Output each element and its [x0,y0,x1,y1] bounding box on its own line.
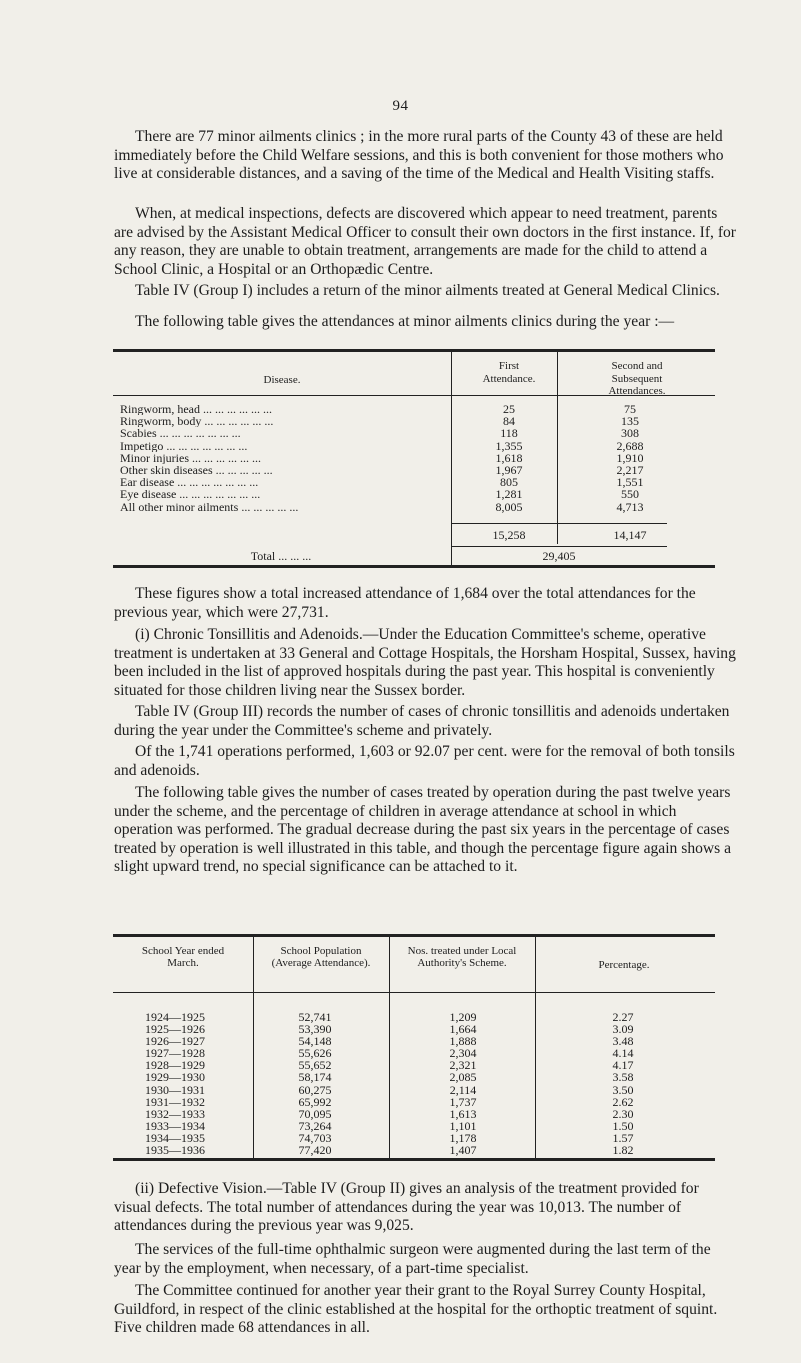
table-row [113,1144,715,1156]
school-population: 77,420 [298,1143,332,1158]
disease-name: Scabies ... ... ... ... ... ... ... [120,427,241,440]
table-header [113,352,715,396]
subtotal-row [113,524,715,546]
second-attendance: 75 [624,402,636,416]
paragraph-minor-ailments-clinics: There are 77 minor ailments clinics ; in the more rural parts of the County 43 of these are held immediately before the Child Welfare sessions, and this is both convenient for those mothers who live at considerable distances, and a saving of the time of the Medical and Health Visiting staffs. [114,128,724,183]
second-attendance: 550 [621,487,639,502]
paragraph-following-table-intro: The following table gives the attendances at minor ailments clinics during the year :— [135,313,675,330]
first-attendance: 25 [503,402,515,416]
nos-treated: 1,664 [449,1022,477,1037]
percentage: 2.62 [612,1094,634,1109]
nos-treated: 2,114 [449,1082,477,1097]
paragraph-defective-vision: (ii) Defective Vision.—Table IV (Group II) gives an analysis of the treatment provided for visual defects. The total number of attendances during the year was 10,013. The number of attendances during the previous year was 9,025. [114,1180,699,1235]
disease-name: Minor injuries ... ... ... ... ... ... [120,451,261,464]
percentage: 3.48 [612,1034,634,1049]
school-year: 1928—1929 [145,1058,205,1073]
first-attendance: 84 [503,414,515,429]
first-attendance: 8,005 [495,499,523,514]
total-label: Total ... ... ... [250,548,312,563]
school-year: 1929—1930 [145,1070,205,1085]
school-year: 1934—1935 [145,1130,205,1145]
nos-treated: 2,321 [449,1058,477,1073]
nos-treated: 1,209 [449,1010,477,1024]
operations-table [113,934,715,1161]
school-population: 70,095 [298,1106,332,1121]
school-year: 1924—1925 [145,1010,205,1024]
nos-treated: 2,304 [449,1046,477,1061]
first-attendance: 1,355 [495,438,523,453]
paragraph-chronic-tonsillitis: (i) Chronic Tonsillitis and Adenoids.—Under the Education Committee's scheme, operative treatment is undertaken at 33 General and Cottage Hospitals, the Horsham Hospital, Sussex, having been included in the list of approved hospitals during the past year. This hospital is conveniently situated for those children living near the Sussex border. [114,626,736,699]
paragraph-operations-performed: Of the 1,741 operations performed, 1,603 or 92.07 per cent. were for the removal of both tonsils and adenoids. [114,743,735,779]
header-school-year: School Year ended March. [141,945,225,970]
percentage: 1.50 [612,1118,634,1133]
second-attendance: 4,713 [616,499,644,514]
first-attendance: 1,618 [495,450,523,465]
nos-treated: 1,737 [449,1094,477,1109]
disease-name: Eye disease ... ... ... ... ... ... ... [120,488,261,501]
header-percentage: Percentage. [598,959,650,971]
nos-treated: 1,101 [449,1118,477,1133]
disease-name: Other skin diseases ... ... ... ... ... [120,463,273,477]
disease-name: Ringworm, body ... ... ... ... ... ... [120,415,274,428]
header-first-attendance: First Attendance. [482,360,536,385]
table-row [113,440,715,452]
percentage: 3.09 [612,1022,634,1037]
first-attendance: 118 [500,426,518,441]
second-attendance: 2,217 [616,462,644,477]
second-attendance: 1,910 [616,450,644,465]
school-population: 55,652 [298,1058,332,1073]
header-nos-treated: Nos. treated under Local Authority's Scheme. [407,945,517,970]
school-population: 52,741 [298,1010,332,1024]
percentage: 2.27 [612,1010,634,1024]
table-header [113,937,715,993]
school-population: 58,174 [298,1070,332,1085]
total-value: 29,405 [542,548,576,563]
school-population: 54,148 [298,1034,332,1049]
school-population: 55,626 [298,1046,332,1061]
percentage: 3.58 [612,1070,634,1085]
school-population: 74,703 [298,1130,332,1145]
header-second-attendances: Second and Subsequent Attendances. [608,360,666,397]
percentage: 3.50 [612,1082,634,1097]
second-attendance: 1,551 [616,475,644,490]
paragraph-medical-inspections: When, at medical inspections, defects are discovered which appear to need treatment, parents are advised by the Assistant Medical Officer to consult their own doctors in the first instance. If, for any reason, they are unable to obtain treatment, arrangements are made for the child to attend a School Clinic, a Hospital or an Orthopædic Centre. [114,205,736,278]
disease-name: All other minor ailments ... ... ... ... ... [120,500,299,513]
page-number: 94 [392,98,409,114]
paragraph-ophthalmic-surgeon: The services of the full-time ophthalmic surgeon were augmented during the last term of the year by the employment, when necessary, of a part-time specialist. [114,1241,711,1277]
table-row [113,1084,715,1096]
first-attendance: 805 [500,475,518,490]
table-row [113,1071,715,1083]
second-attendance: 308 [621,426,639,441]
header-disease: Disease. [263,374,301,386]
total-row [113,547,715,565]
second-attendance: 135 [621,414,639,429]
percentage: 1.57 [612,1130,634,1145]
nos-treated: 1,888 [449,1034,477,1049]
disease-name: Ear disease ... ... ... ... ... ... ... [120,476,259,489]
percentage: 2.30 [612,1106,634,1121]
percentage: 1.82 [612,1143,634,1158]
school-year: 1932—1933 [145,1106,205,1121]
school-year: 1930—1931 [145,1082,205,1097]
school-year: 1933—1934 [145,1118,205,1133]
paragraph-total-increase: These figures show a total increased attendance of 1,684 over the total attendances for the previous year, which were 27,731. [114,585,696,621]
paragraph-twelve-years-table: The following table gives the number of cases treated by operation during the past twelve years under the scheme, and the percentage of children in average attendance at school in which operation was performed. The gradual decrease during the past six years in the percentage of cases treated by operation is well illustrated in this table, and though the percentage figure again shows a slight upward trend, no special significance can be attached to it. [114,784,732,876]
school-year: 1931—1932 [145,1094,205,1109]
school-year: 1925—1926 [145,1022,205,1037]
paragraph-table-iv-group-i: Table IV (Group I) includes a return of the minor ailments treated at General Medical Clinics. [135,282,720,299]
paragraph-table-iv-group-iii: Table IV (Group III) records the number of cases of chronic tonsillitis and adenoids undertaken during the year under the Committee's scheme and privately. [114,703,730,739]
table-row [113,501,715,513]
disease-name: Impetigo ... ... ... ... ... ... ... [120,439,248,452]
nos-treated: 2,085 [449,1070,477,1085]
school-population: 65,992 [298,1094,332,1109]
percentage: 4.17 [612,1058,634,1073]
table-row [113,427,715,439]
table-row [113,488,715,500]
minor-ailments-table [113,349,715,568]
disease-name: Ringworm, head ... ... ... ... ... ... [120,403,272,416]
nos-treated: 1,613 [449,1106,477,1121]
table-body [113,396,715,565]
school-year: 1927—1928 [145,1046,205,1061]
subtotal-second: 14,147 [613,527,647,542]
percentage: 4.14 [612,1046,634,1061]
nos-treated: 1,178 [449,1130,477,1145]
second-attendance: 2,688 [616,438,644,453]
school-population: 73,264 [298,1118,332,1133]
paragraph-royal-surrey-grant: The Committee continued for another year their grant to the Royal Surrey County Hospital, Guildford, in respect of the clinic established at the hospital for the orthoptic treatment of squint. Five children made 68 attendances in all. [114,1282,718,1337]
first-attendance: 1,281 [495,487,523,502]
header-school-population: School Population (Average Attendance). [271,945,371,970]
school-year: 1926—1927 [145,1034,205,1049]
subtotal-first: 15,258 [492,527,526,542]
table-body [113,993,715,1158]
table-row [113,1096,715,1108]
school-population: 53,390 [298,1022,332,1037]
school-year: 1935—1936 [145,1143,205,1158]
school-population: 60,275 [298,1082,332,1097]
nos-treated: 1,407 [449,1143,477,1158]
first-attendance: 1,967 [495,462,523,477]
